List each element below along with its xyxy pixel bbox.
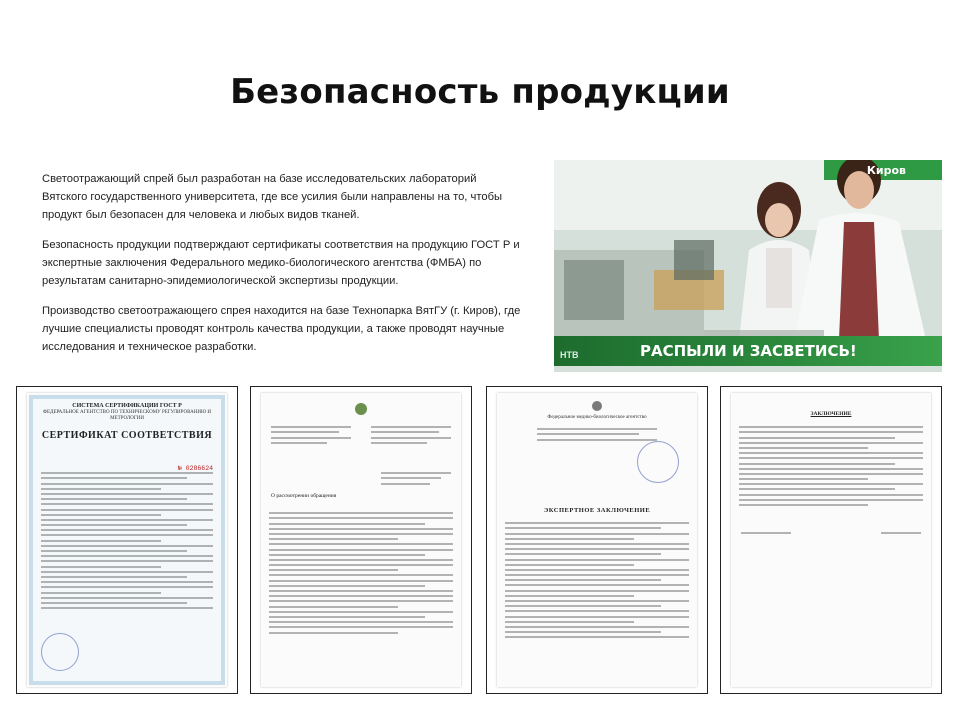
documents-row [16,386,946,698]
cert-system: СИСТЕМА СЕРТИФИКАЦИИ ГОСТ Р [72,403,182,409]
letter-header-left [271,423,351,447]
city-tag: Киров [866,164,906,177]
expert-agency: Федеральное медико-биологическое агентство [547,415,647,420]
conclusion-body [739,423,923,509]
document-conclusion[interactable] [720,386,942,694]
lab-photo [554,160,942,372]
letter-addressee [381,469,451,488]
expert-body [505,519,689,642]
cert-number: № 0286624 [177,465,213,472]
cert-heading: СЕРТИФИКАТ СООТВЕТСТВИЯ [41,430,213,441]
cert-agency: ФЕДЕРАЛЬНОЕ АГЕНТСТВО ПО ТЕХНИЧЕСКОМУ РЕГУЛИРОВАНИЮ И МЕТРОЛОГИИ [43,410,211,421]
document-sheet [497,393,697,687]
emblem-icon [355,403,367,415]
document-gost-certificate[interactable] [16,386,238,694]
page-title: Безопасность продукции [230,72,730,112]
document-sheet [261,393,461,687]
intro-paragraph-2: Безопасность продукции подтверждают сертификаты соответствия на продукцию ГОСТ Р и экспертные заключения Федерального медико-биологического агентства (ФМБА) по результатам санитарно-эпидемиологической экспертизы продукции. [42,239,520,287]
conclusion-signer [881,529,921,537]
seal-stamp [41,633,79,671]
emblem-icon [592,401,602,411]
intro-paragraph-1: Светоотражающий спрей был разработан на базе исследовательских лабораторий Вятского государственного университета, где все усилия были направлены на то, чтобы продукт был безопасен для человека и любых видов тканей. [42,173,503,221]
conclusion-signature [741,529,791,537]
intro-text [42,170,522,368]
expert-header [537,425,657,444]
caption-bar: РАСПЫЛИ И ЗАСВЕТИСЬ! [554,336,942,366]
letter-subject: О рассмотрении обращения [271,493,337,499]
document-sheet [731,393,931,687]
letter-body [269,509,453,637]
channel-logo: НТВ [560,350,579,360]
letter-header-right [371,423,451,447]
document-expert-conclusion[interactable] [486,386,708,694]
conclusion-heading: ЗАКЛЮЧЕНИЕ [810,411,852,417]
cert-text-lines [41,469,213,612]
intro-paragraph-3: Производство светоотражающего спрея находится на базе Технопарка ВятГУ (г. Киров), где лучшие специалисты проводят контроль качества продукции, а также проводят научные исследования и техническое разработки. [42,305,521,353]
certificate-frame [29,395,225,685]
seal-stamp [637,441,679,483]
document-sheet [27,393,227,687]
expert-heading: ЭКСПЕРТНОЕ ЗАКЛЮЧЕНИЕ [543,507,651,514]
document-letter[interactable] [250,386,472,694]
